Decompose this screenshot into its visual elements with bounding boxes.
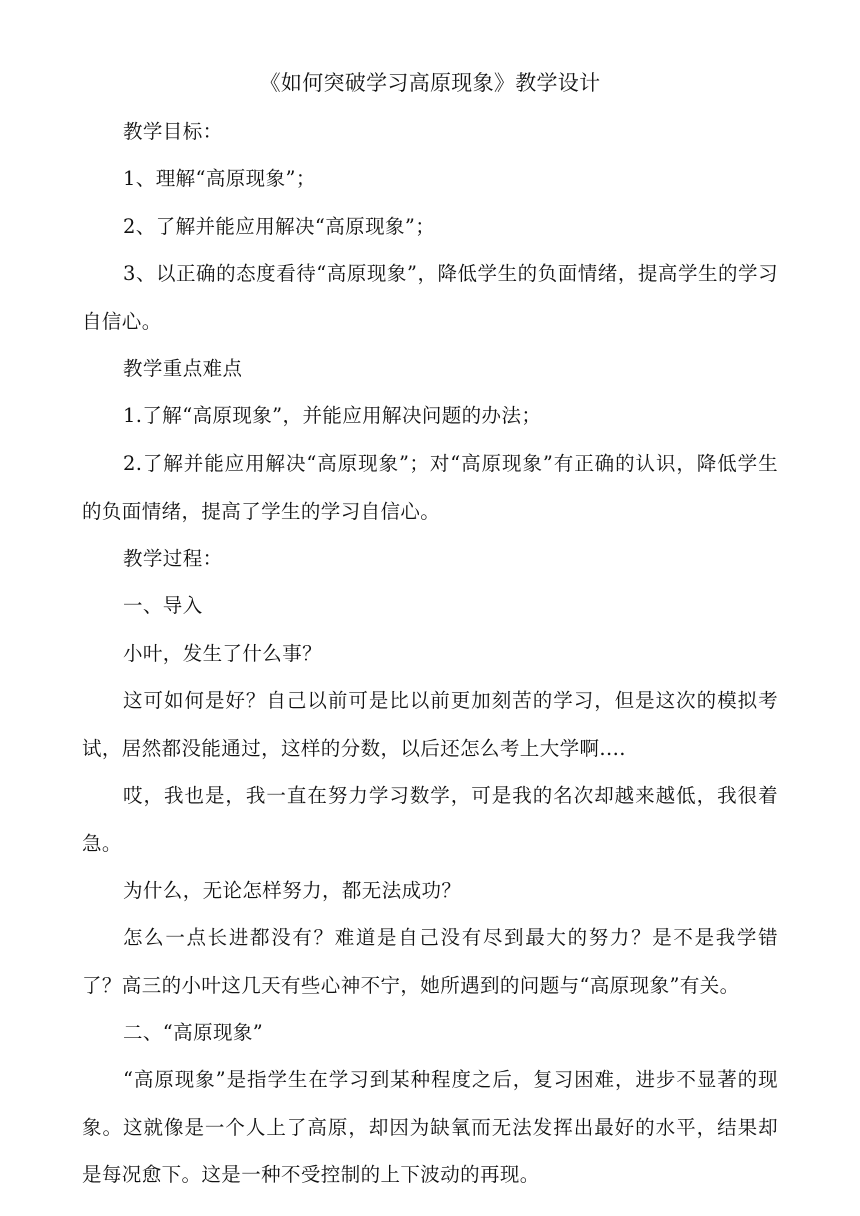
paragraph-plateau-definition: “高原现象”是指学生在学习到某种程度之后，复习困难，进步不显著的现象。这就像是一个人上了高原，却因为缺氧而无法发挥出最好的水平，结果却是每况愈下。这是一种不受控制的上下波动的再现。	[82, 1068, 778, 1186]
paragraph-key-point-2: 2.了解并能应用解决“高原现象”；对“高原现象”有正确的认识，降低学生的负面情绪，提高了学生的学习自信心。	[82, 452, 778, 523]
paragraph-dialogue-1: 小叶，发生了什么事？	[123, 642, 323, 665]
paragraph-process-heading: 教学过程：	[123, 547, 223, 570]
paragraph-key-point-1: 1.了解“高原现象”，并能应用解决问题的办法；	[123, 404, 542, 427]
paragraph-goal-3: 3、以正确的态度看待“高原现象”，降低学生的负面情绪，提高学生的学习自信心。	[82, 262, 778, 333]
paragraph-key-points-heading: 教学重点难点	[123, 357, 243, 380]
paragraph-dialogue-3: 哎，我也是，我一直在努力学习数学，可是我的名次却越来越低，我很着急。	[82, 784, 778, 855]
paragraph-dialogue-5: 怎么一点长进都没有？难道是自己没有尽到最大的努力？是不是我学错了？高三的小叶这几天有些心神不宁，她所遇到的问题与“高原现象”有关。	[82, 926, 778, 997]
paragraph-dialogue-4: 为什么，无论怎样努力，都无法成功？	[123, 879, 462, 902]
document-title: 《如何突破学习高原现象》教学设计	[259, 71, 601, 95]
paragraph-goal-1: 1、理解“高原现象”；	[123, 167, 316, 190]
paragraph-section-intro: 一、导入	[123, 594, 203, 617]
paragraph-dialogue-2: 这可如何是好？自己以前可是比以前更加刻苦的学习，但是这次的模拟考试，居然都没能通过，这样的分数，以后还怎么考上大学啊....	[82, 689, 778, 760]
paragraph-goal-2: 2、了解并能应用解决“高原现象”；	[123, 215, 436, 238]
paragraph-section-plateau: 二、“高原现象”	[123, 1021, 264, 1044]
paragraph-teaching-goals-heading: 教学目标：	[123, 120, 223, 143]
